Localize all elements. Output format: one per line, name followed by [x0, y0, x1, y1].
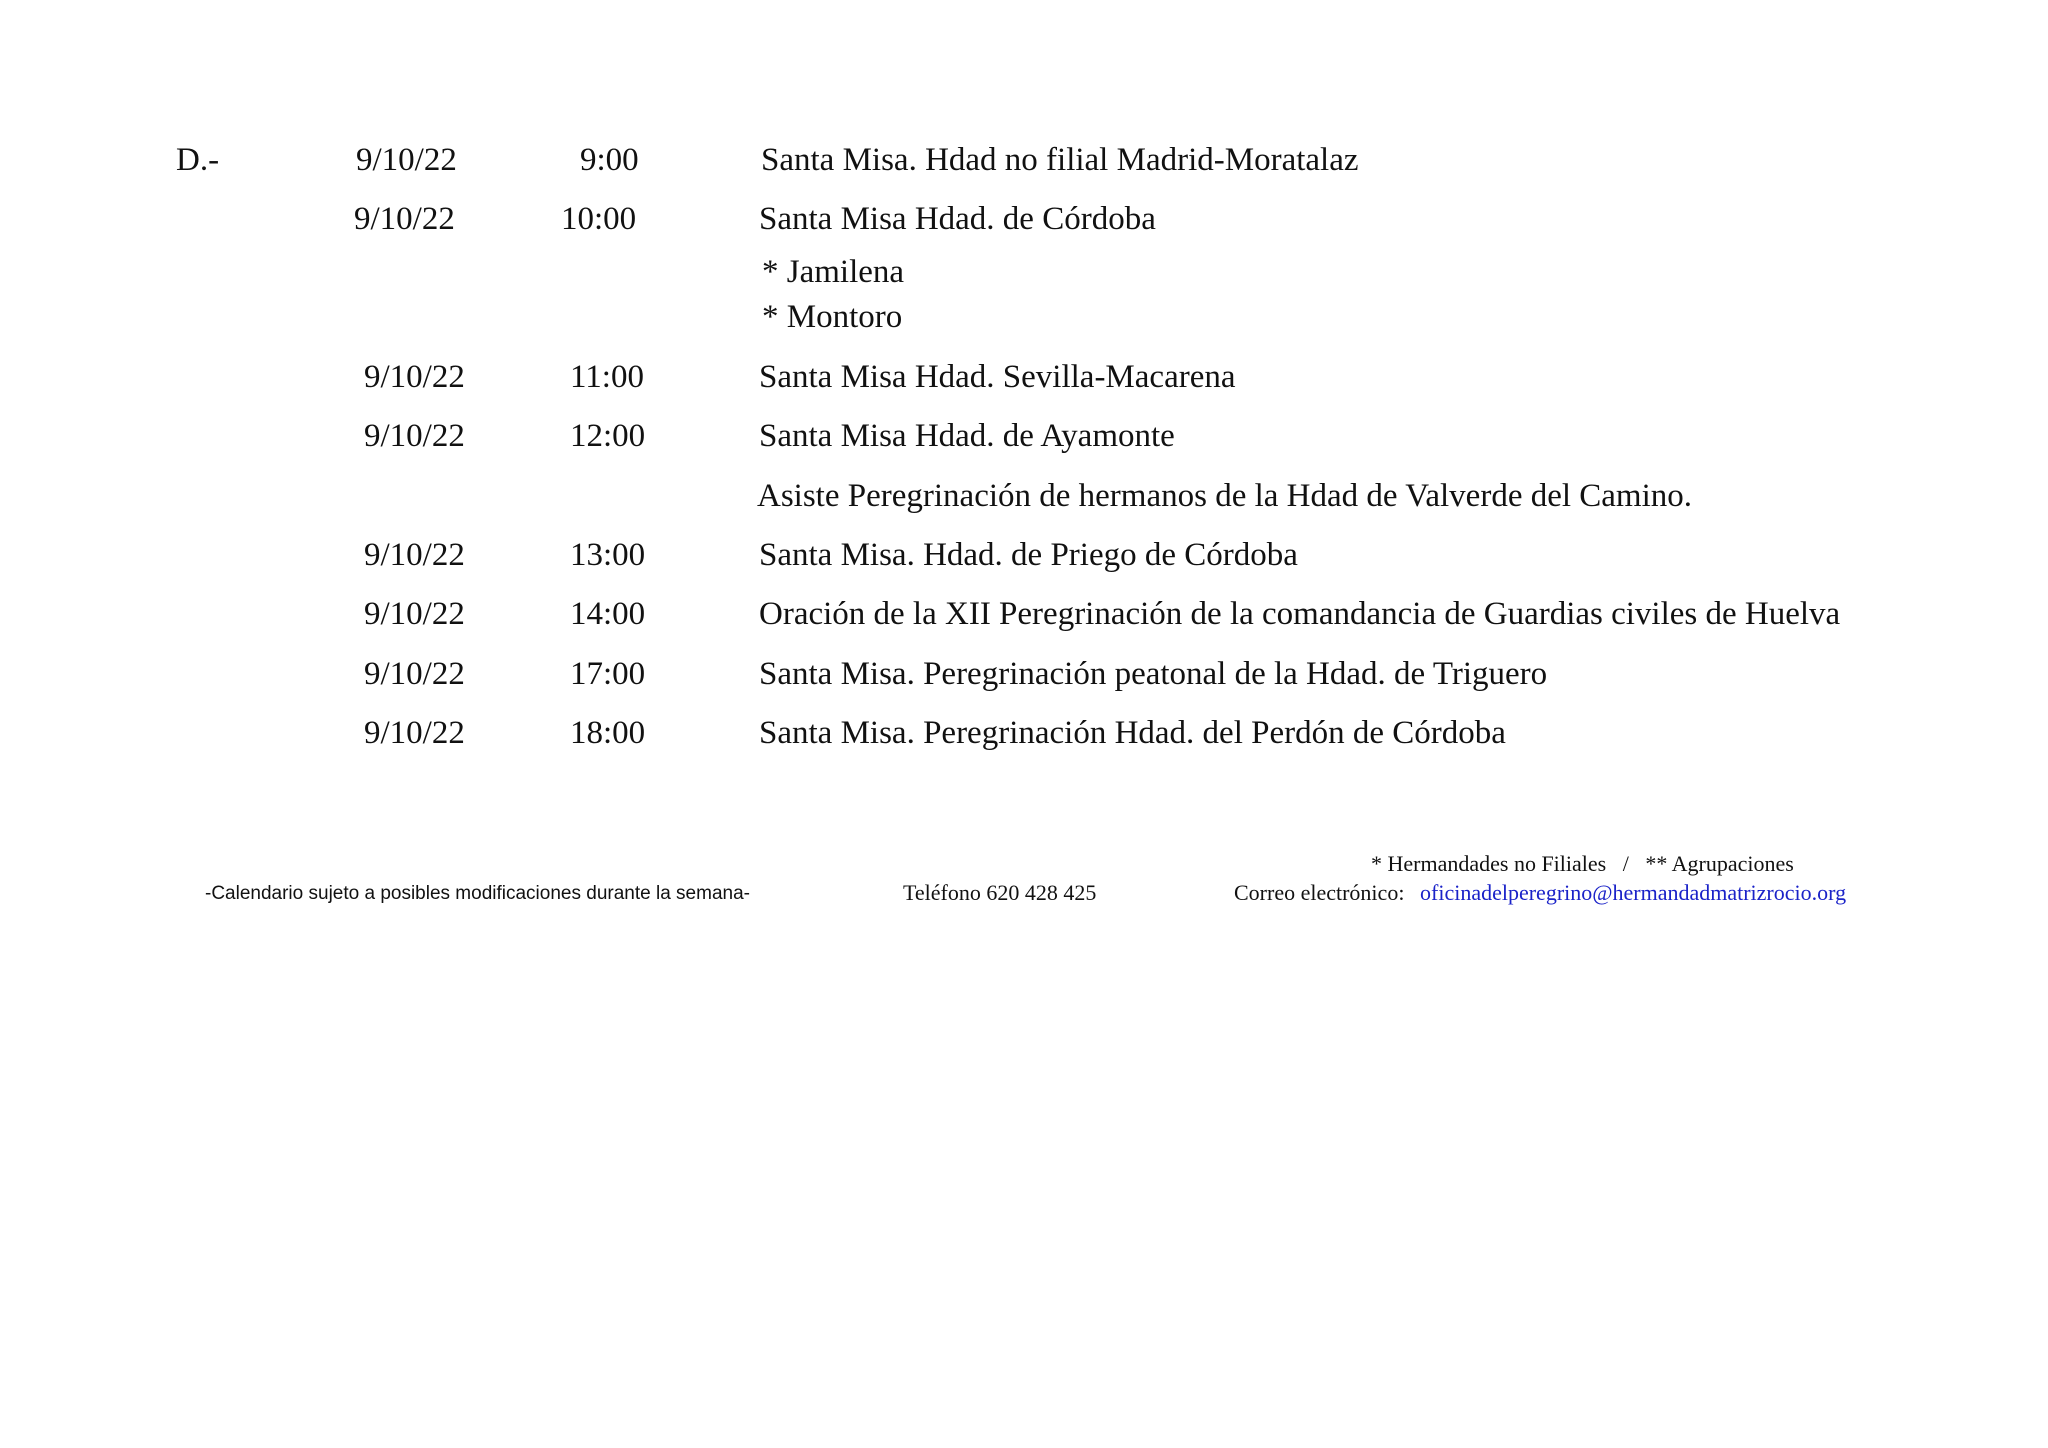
row-event: Santa Misa Hdad. Sevilla-Macarena: [759, 359, 1236, 395]
footer-disclaimer: -Calendario sujeto a posibles modificaciones durante la semana-: [205, 883, 750, 904]
footer-email-link[interactable]: oficinadelperegrino@hermandadmatrizrocio.org: [1420, 880, 1847, 905]
row-date: 9/10/22: [364, 596, 465, 632]
row-event: Santa Misa. Hdad no filial Madrid-Moratalaz: [761, 142, 1359, 178]
row-date: 9/10/22: [364, 715, 465, 751]
footer-email-label: Correo electrónico:: [1234, 880, 1405, 905]
row-time: 11:00: [570, 359, 644, 395]
row-time: 17:00: [570, 656, 646, 692]
row-time: 9:00: [580, 142, 639, 178]
row-sub-item: * Jamilena: [762, 254, 905, 290]
row-date: 9/10/22: [356, 142, 457, 178]
row-date: 9/10/22: [364, 359, 465, 395]
row-event: Santa Misa Hdad. de Córdoba: [759, 201, 1156, 237]
row-time: 10:00: [561, 201, 637, 237]
row-event: Santa Misa. Peregrinación peatonal de la Hdad. de Triguero: [759, 656, 1548, 692]
row-sub-item: * Montoro: [762, 299, 903, 335]
row-date: 9/10/22: [364, 656, 465, 692]
row-time: 13:00: [570, 537, 646, 573]
day-marker: D.-: [176, 142, 220, 178]
row-event: Oración de la XII Peregrinación de la comandancia de Guardias civiles de Huelva: [759, 596, 1841, 632]
row-note: Asiste Peregrinación de hermanos de la Hdad de Valverde del Camino.: [757, 478, 1693, 514]
row-date: 9/10/22: [354, 201, 455, 237]
row-event: Santa Misa. Peregrinación Hdad. del Perdón de Córdoba: [759, 715, 1506, 751]
row-date: 9/10/22: [364, 537, 465, 573]
row-time: 14:00: [570, 596, 646, 632]
row-date: 9/10/22: [364, 418, 465, 454]
row-event: Santa Misa Hdad. de Ayamonte: [759, 418, 1175, 454]
footer-legend: * Hermandades no Filiales / ** Agrupaciones: [1371, 851, 1794, 876]
row-time: 12:00: [570, 418, 646, 454]
row-time: 18:00: [570, 715, 646, 751]
row-event: Santa Misa. Hdad. de Priego de Córdoba: [759, 537, 1298, 573]
footer-phone: Teléfono 620 428 425: [903, 880, 1097, 905]
